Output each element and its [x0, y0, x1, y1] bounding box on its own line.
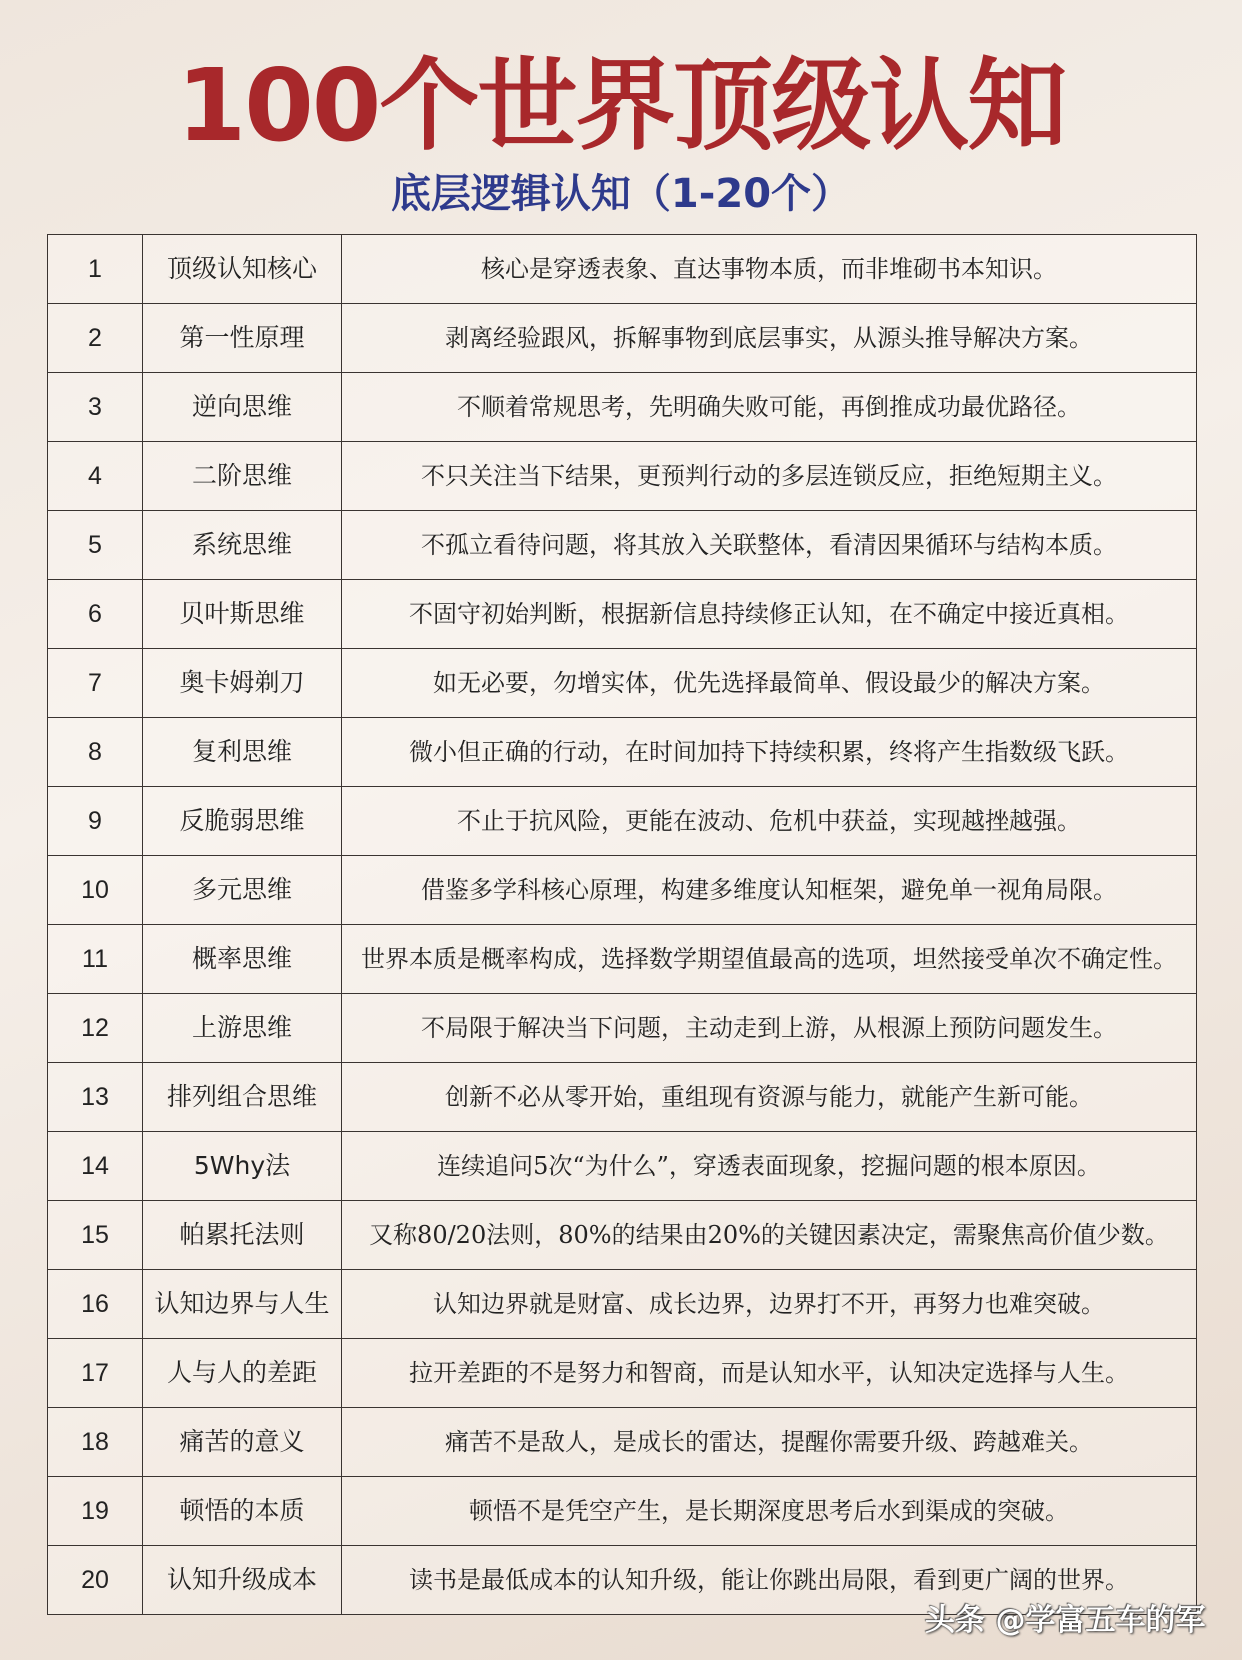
concept-description: 如无必要，勿增实体，优先选择最简单、假设最少的解决方案。: [342, 649, 1197, 718]
concept-name: 贝叶斯思维: [143, 580, 342, 649]
table-row: [48, 1201, 1197, 1270]
concept-description: 不固守初始判断，根据新信息持续修正认知，在不确定中接近真相。: [342, 580, 1197, 649]
row-number: 13: [48, 1063, 143, 1132]
table-row: [48, 442, 1197, 511]
concept-name: 人与人的差距: [143, 1339, 342, 1408]
concept-description: 核心是穿透表象、直达事物本质，而非堆砌书本知识。: [342, 235, 1197, 304]
concept-name: 认知升级成本: [143, 1546, 342, 1615]
concept-name: 认知边界与人生: [143, 1270, 342, 1339]
row-number: 20: [48, 1546, 143, 1615]
table-row: [48, 787, 1197, 856]
concept-description: 痛苦不是敌人，是成长的雷达，提醒你需要升级、跨越难关。: [342, 1408, 1197, 1477]
table-row: [48, 580, 1197, 649]
table-row: [48, 925, 1197, 994]
page-title: 100个世界顶级认知: [176, 47, 1066, 164]
concept-name: 逆向思维: [143, 373, 342, 442]
watermark: 头条 @学富五车的军: [925, 1603, 1206, 1638]
concept-description: 不孤立看待问题，将其放入关联整体，看清因果循环与结构本质。: [342, 511, 1197, 580]
concept-name: 反脆弱思维: [143, 787, 342, 856]
concept-description: 读书是最低成本的认知升级，能让你跳出局限，看到更广阔的世界。: [342, 1546, 1197, 1615]
cognition-table: [47, 234, 1197, 1615]
concept-name: 多元思维: [143, 856, 342, 925]
row-number: 2: [48, 304, 143, 373]
concept-description: 世界本质是概率构成，选择数学期望值最高的选项，坦然接受单次不确定性。: [342, 925, 1197, 994]
concept-description: 顿悟不是凭空产生，是长期深度思考后水到渠成的突破。: [342, 1477, 1197, 1546]
row-number: 4: [48, 442, 143, 511]
row-number: 7: [48, 649, 143, 718]
table-row: [48, 856, 1197, 925]
table-row: [48, 1339, 1197, 1408]
concept-description: 不止于抗风险，更能在波动、危机中获益，实现越挫越强。: [342, 787, 1197, 856]
table-row: [48, 373, 1197, 442]
table-row: [48, 718, 1197, 787]
row-number: 11: [48, 925, 143, 994]
concept-description: 连续追问5次“为什么”，穿透表面现象，挖掘问题的根本原因。: [342, 1132, 1197, 1201]
concept-name: 5Why法: [143, 1132, 342, 1201]
concept-description: 不只关注当下结果，更预判行动的多层连锁反应，拒绝短期主义。: [342, 442, 1197, 511]
concept-description: 认知边界就是财富、成长边界，边界打不开，再努力也难突破。: [342, 1270, 1197, 1339]
concept-description: 借鉴多学科核心原理，构建多维度认知框架，避免单一视角局限。: [342, 856, 1197, 925]
table-row: [48, 1477, 1197, 1546]
row-number: 9: [48, 787, 143, 856]
concept-description: 不顺着常规思考，先明确失败可能，再倒推成功最优路径。: [342, 373, 1197, 442]
concept-description: 拉开差距的不是努力和智商，而是认知水平，认知决定选择与人生。: [342, 1339, 1197, 1408]
concept-name: 痛苦的意义: [143, 1408, 342, 1477]
concept-name: 顶级认知核心: [143, 235, 342, 304]
concept-name: 二阶思维: [143, 442, 342, 511]
row-number: 12: [48, 994, 143, 1063]
concept-name: 系统思维: [143, 511, 342, 580]
row-number: 5: [48, 511, 143, 580]
row-number: 8: [48, 718, 143, 787]
table-row: [48, 994, 1197, 1063]
row-number: 18: [48, 1408, 143, 1477]
concept-name: 奥卡姆剃刀: [143, 649, 342, 718]
row-number: 10: [48, 856, 143, 925]
concept-description: 剥离经验跟风，拆解事物到底层事实，从源头推导解决方案。: [342, 304, 1197, 373]
table-row: [48, 304, 1197, 373]
table-row: [48, 1132, 1197, 1201]
row-number: 16: [48, 1270, 143, 1339]
concept-name: 顿悟的本质: [143, 1477, 342, 1546]
table-row: [48, 649, 1197, 718]
table-row: [48, 1408, 1197, 1477]
concept-name: 概率思维: [143, 925, 342, 994]
table-row: [48, 1270, 1197, 1339]
concept-description: 不局限于解决当下问题，主动走到上游，从根源上预防问题发生。: [342, 994, 1197, 1063]
table-row: [48, 1063, 1197, 1132]
row-number: 1: [48, 235, 143, 304]
concept-name: 复利思维: [143, 718, 342, 787]
concept-description: 微小但正确的行动，在时间加持下持续积累，终将产生指数级飞跃。: [342, 718, 1197, 787]
concept-description: 创新不必从零开始，重组现有资源与能力，就能产生新可能。: [342, 1063, 1197, 1132]
row-number: 17: [48, 1339, 143, 1408]
row-number: 15: [48, 1201, 143, 1270]
concept-name: 帕累托法则: [143, 1201, 342, 1270]
row-number: 19: [48, 1477, 143, 1546]
row-number: 6: [48, 580, 143, 649]
page-subtitle: 底层逻辑认知（1-20个）: [390, 171, 852, 217]
concept-name: 排列组合思维: [143, 1063, 342, 1132]
row-number: 3: [48, 373, 143, 442]
row-number: 14: [48, 1132, 143, 1201]
table-row: [48, 511, 1197, 580]
concept-description: 又称80/20法则，80%的结果由20%的关键因素决定，需聚焦高价值少数。: [342, 1201, 1197, 1270]
concept-name: 第一性原理: [143, 304, 342, 373]
table-row: [48, 235, 1197, 304]
concept-name: 上游思维: [143, 994, 342, 1063]
